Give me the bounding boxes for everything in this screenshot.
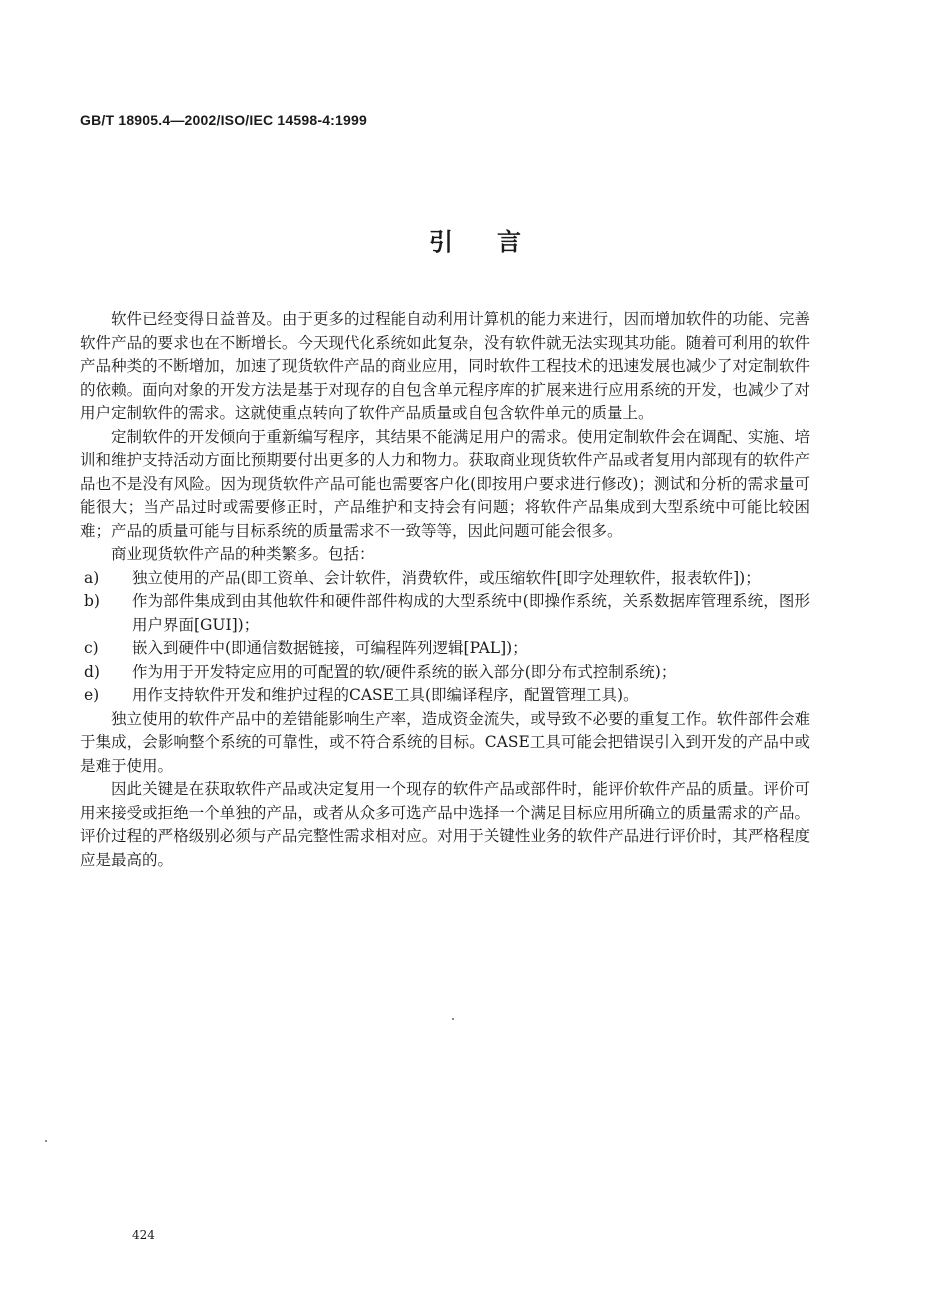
list-item-text: 作为部件集成到由其他软件和硬件部件构成的大型系统中(即操作系统，关系数据库管理系统，图形用户界面[GUI])； — [132, 592, 810, 634]
document-body — [80, 308, 810, 872]
paragraph: 商业现货软件产品的种类繁多。包括： — [111, 545, 375, 563]
list-item — [80, 567, 810, 591]
list-item-text: 作为用于开发特定应用的可配置的软/硬件系统的嵌入部分(即分布式控制系统)； — [132, 662, 677, 681]
paragraph: 定制软件的开发倾向于重新编写程序，其结果不能满足用户的需求。使用定制软件会在调配、实施、培训和维护支持活动方面比预期要付出更多的人力和物力。获取商业现货软件产品或者复用内部现有的软件产品也不是没有风险。因为现货软件产品可能也需要客户化(即按用户要求进行修改)；测试和分析的需求量可能很大；当产品过时或需要修正时，产品维护和支持会有问题；将软件产品集成到大型系统中可能比较困难；产品的质量可能与目标系统的质量需求不一致等等，因此问题可能会很多。 — [80, 427, 810, 540]
paragraph: 软件已经变得日益普及。由于更多的过程能自动利用计算机的能力来进行，因而增加软件的功能、完善软件产品的要求也在不断增长。今天现代化系统如此复杂，没有软件就无法实现其功能。随着可利用的软件产品种类的不断增加，加速了现货软件产品的商业应用，同时软件工程技术的迅速发展也减少了对定制软件的依赖。面向对象的开发方法是基于对现存的自包含单元程序库的扩展来进行应用系统的开发，也减少了对用户定制软件的需求。这就使重点转向了软件产品质量或自包含软件单元的质量上。 — [80, 310, 810, 422]
list-item — [80, 684, 810, 708]
list-item-text: 用作支持软件开发和维护过程的CASE工具(即编译程序，配置管理工具)。 — [132, 686, 639, 704]
list-item — [80, 637, 810, 661]
list-marker: c) — [84, 639, 99, 657]
page-number: 424 — [132, 1228, 155, 1242]
document-standard-id: GB/T 18905.4—2002/ISO/IEC 14598-4:1999 — [80, 112, 367, 128]
paragraph: 因此关键是在获取软件产品或决定复用一个现存的软件产品或部件时，能评价软件产品的质量。评价可用来接受或拒绝一个单独的产品，或者从众多可选产品中选择一个满足目标应用所确立的质量需求的产品。评价过程的严格级别必须与产品完整性需求相对应。对用于关键性业务的软件产品进行评价时，其严格程度应是最高的。 — [80, 780, 810, 869]
list-marker: a) — [84, 568, 100, 587]
list-marker: d) — [84, 662, 100, 681]
list-marker: e) — [84, 686, 100, 704]
paragraph: 独立使用的软件产品中的差错能影响生产率，造成资金流失，或导致不必要的重复工作。软件部件会难于集成，会影响整个系统的可靠性，或不符合系统的目标。CASE工具可能会把错误引入到开发的产品中或是难于使用。 — [80, 709, 810, 775]
list-item — [80, 661, 810, 685]
scan-speck — [45, 1140, 47, 1142]
list-item — [80, 590, 810, 637]
list-item-text: 嵌入到硬件中(即通信数据链接，可编程阵列逻辑[PAL])； — [132, 639, 528, 657]
page-title: 引言 — [429, 228, 565, 256]
list-item-text: 独立使用的产品(即工资单、会计软件，消费软件，或压缩软件[即字处理软件，报表软件])； — [132, 568, 761, 587]
list-marker: b) — [84, 592, 100, 610]
scan-speck — [452, 1018, 454, 1020]
